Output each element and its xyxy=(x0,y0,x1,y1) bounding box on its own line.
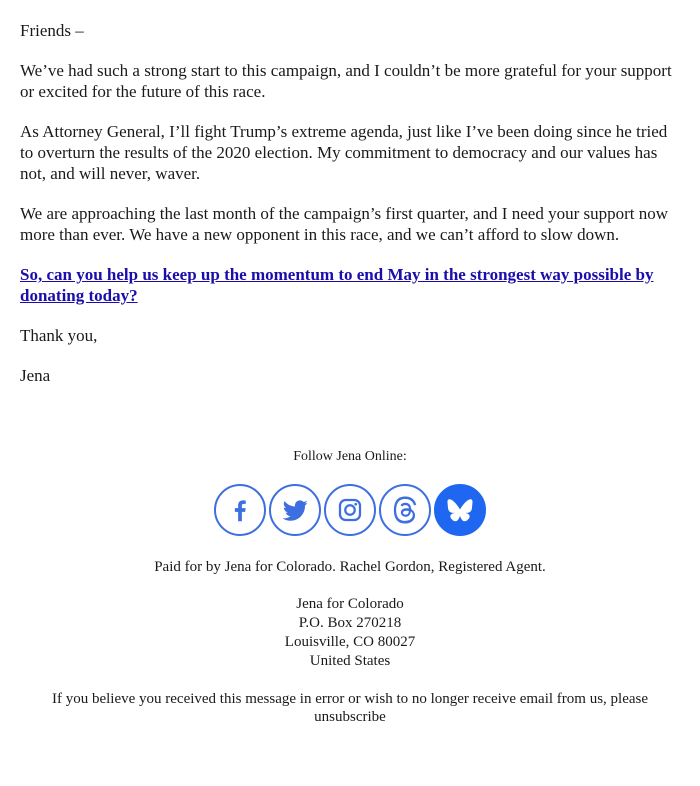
closing: Thank you, xyxy=(20,326,98,345)
address-country: United States xyxy=(309,653,391,669)
cta-paragraph xyxy=(20,264,675,306)
instagram-link[interactable] xyxy=(324,484,376,536)
body-paragraph-1: We’ve had such a strong start to this campaign, and I couldn’t be more grateful for your support or excited for the future of this race. xyxy=(20,61,672,101)
twitter-icon xyxy=(280,495,310,525)
threads-link[interactable] xyxy=(379,484,431,536)
address-org: Jena for Colorado xyxy=(296,596,404,612)
body-paragraph-3: We are approaching the last month of the campaign’s first quarter, and I need your support now more than ever. We have a new opponent in this race, and we can’t afford to slow down. xyxy=(20,204,669,244)
email-body xyxy=(20,20,675,405)
email-footer xyxy=(0,448,700,726)
facebook-icon xyxy=(225,495,255,525)
address-city-line: Louisville, CO 80027 xyxy=(284,634,416,650)
greeting: Friends – xyxy=(20,21,84,40)
bluesky-icon xyxy=(445,495,475,525)
instagram-icon xyxy=(335,495,365,525)
facebook-link[interactable] xyxy=(214,484,266,536)
social-links xyxy=(0,484,700,536)
threads-icon xyxy=(390,495,420,525)
unsubscribe-notice xyxy=(20,690,680,726)
bluesky-link[interactable] xyxy=(434,484,486,536)
signature: Jena xyxy=(20,366,51,385)
paid-for-disclaimer: Paid for by Jena for Colorado. Rachel Gordon, Registered Agent. xyxy=(154,559,546,575)
address-po-box: P.O. Box 270218 xyxy=(298,615,402,631)
twitter-link[interactable] xyxy=(269,484,321,536)
unsubscribe-text: If you believe you received this message in error or wish to no longer receive email from us, please xyxy=(51,691,649,707)
mailing-address xyxy=(0,595,700,671)
unsubscribe-link[interactable]: unsubscribe xyxy=(314,709,386,725)
follow-label: Follow Jena Online: xyxy=(293,449,407,464)
donate-link[interactable]: So, can you help us keep up the momentum to end May in the strongest way possible by donating today? xyxy=(20,265,654,305)
body-paragraph-2: As Attorney General, I’ll fight Trump’s extreme agenda, just like I’ve been doing since he tried to overturn the results of the 2020 election. My commitment to democracy and our values has not, and will never, waver. xyxy=(20,122,668,183)
